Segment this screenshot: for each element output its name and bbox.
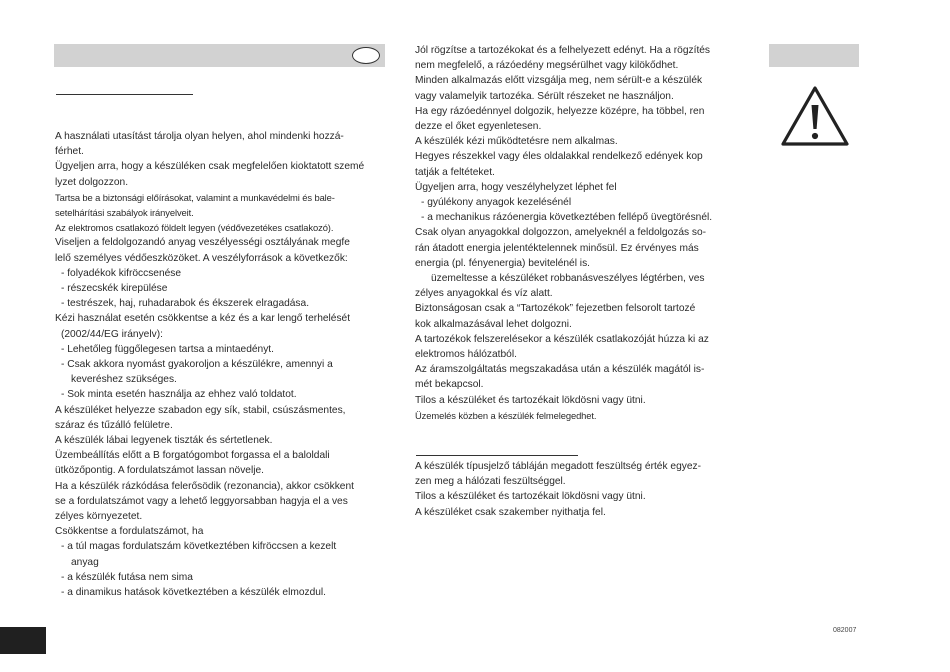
text-line: Tilos a készüléket és tartozékait lökdösni vagy ütni. bbox=[415, 394, 646, 406]
page-oval-marker bbox=[352, 47, 380, 64]
middle-text-column bbox=[415, 43, 747, 423]
list-item: - a dinamikus hatások következtében a készülék elmozdul. bbox=[61, 587, 327, 599]
list-item: - gyúlékony anyagok kezelésénél bbox=[421, 197, 572, 209]
text-line: lyzet dolgozzon. bbox=[55, 176, 129, 188]
text-line: Ha egy rázóedénnyel dolgozik, helyezze középre, ha többel, ren bbox=[415, 105, 705, 117]
text-line: energia (pl. fényenergia) bevitelénél is. bbox=[415, 257, 590, 269]
list-item: - folyadékok kifröccsenése bbox=[61, 267, 182, 279]
text-line: dezze el őket egyenletesen. bbox=[415, 121, 542, 133]
text-line: Ügyeljen arra, hogy a készüléken csak megfelelően kioktatott szemé bbox=[55, 161, 365, 173]
section-header-bar bbox=[54, 44, 385, 67]
text-line: tatják a feltéteket. bbox=[415, 166, 495, 178]
text-line: setelhárítási szabályok irányelveit. bbox=[55, 207, 194, 219]
list-item: - részecskék kirepülése bbox=[61, 283, 168, 295]
text-line: rán átadott energia jelentéktelennek minősül. Ez érvényes más bbox=[415, 242, 699, 254]
text-line: Tartsa be a biztonsági előírásokat, valamint a munkavédelmi és bale- bbox=[55, 191, 335, 203]
text-line: Tilos a készüléket és tartozékait lökdösni vagy ütni. bbox=[415, 491, 646, 503]
text-line: Minden alkalmazás előtt vizsgálja meg, nem sérült-e a készülék bbox=[415, 75, 703, 87]
text-line: Biztonságosan csak a “Tartozékok” fejezetben felsorolt tartozé bbox=[415, 303, 696, 315]
text-line: A tartozékok felszerelésekor a készülék csatlakozóját húzza ki az bbox=[415, 333, 709, 345]
list-item: - a túl magas fordulatszám következtében kifröccsen a kezelt bbox=[61, 541, 337, 553]
text-line: Viseljen a feldolgozandó anyag veszélyességi osztályának megfe bbox=[55, 237, 350, 249]
text-line: A készülék típusjelző tábláján megadott feszültség érték egyez- bbox=[415, 461, 701, 472]
text-line: Ügyeljen arra, hogy veszélyhelyzet léphet fel bbox=[415, 181, 617, 193]
text-line: A készülék lábai legyenek tiszták és sértetlenek. bbox=[55, 435, 273, 447]
text-line: ütközőpontig. A fordulatszámot lassan növelje. bbox=[55, 465, 264, 477]
text-line: zélyes környezetet. bbox=[55, 511, 143, 523]
text-line: Hegyes részekkel vagy éles oldalakkal rendelkező edények kop bbox=[415, 151, 703, 163]
text-line: (2002/44/EG irányelv): bbox=[61, 328, 163, 340]
list-item: - Sok minta esetén használja az ehhez való toldatot. bbox=[61, 389, 297, 401]
text-line: elektromos hálózatból. bbox=[415, 349, 517, 361]
warning-header-bar bbox=[769, 44, 859, 67]
text-line: mét bekapcsol. bbox=[415, 379, 484, 391]
text-line: zélyes anyagokkal és víz alatt. bbox=[415, 288, 553, 300]
text-line: A használati utasítást tárolja olyan helyen, ahol mindenki hozzá- bbox=[55, 131, 344, 142]
text-line: vagy valamelyik tartozéka. Sérült részeket ne használjon. bbox=[415, 90, 674, 102]
text-line: lelő személyes védőeszközöket. A veszélyforrások a következők: bbox=[55, 252, 348, 264]
text-line: üzemeltesse a készüléket robbanásveszélyes légtérben, ves bbox=[431, 273, 705, 285]
section-heading-rule bbox=[56, 94, 193, 95]
page-code: 082007 bbox=[833, 627, 857, 634]
list-item: - testrészek, haj, ruhadarabok és ékszerek elragadása. bbox=[61, 298, 310, 310]
text-line: A készüléket csak szakember nyithatja fel. bbox=[415, 506, 606, 518]
text-line: Az elektromos csatlakozó földelt legyen (védővezetékes csatlakozó). bbox=[55, 222, 334, 234]
list-item-continuation: anyag bbox=[71, 556, 99, 568]
text-line: Üzembeállítás előtt a B forgatógombot forgassa el a baloldali bbox=[55, 450, 330, 462]
text-line: Kézi használat esetén csökkentse a kéz és a kar lengő terhelését bbox=[55, 313, 351, 325]
text-line: Üzemelés közben a készülék felmelegedhet. bbox=[415, 409, 597, 421]
electrical-safety-column bbox=[415, 459, 747, 520]
list-item: - a készülék futása nem sima bbox=[61, 571, 193, 583]
text-line: A készülék kézi működtetésre nem alkalmas. bbox=[415, 136, 618, 148]
warning-triangle-icon bbox=[780, 85, 850, 147]
text-line: Jól rögzítse a tartozékokat és a felhelyezett edényt. Ha a rögzítés bbox=[415, 45, 711, 56]
list-item: - Lehetőleg függőlegesen tartsa a mintaedényt. bbox=[61, 343, 274, 355]
text-line: Az áramszolgáltatás megszakadása után a készülék magától is- bbox=[415, 364, 705, 376]
text-line: Csak olyan anyagokkal dolgozzon, amelyeknél a feldolgozás so- bbox=[415, 227, 707, 239]
text-line: száraz és tűzálló felületre. bbox=[55, 419, 173, 431]
text-line: nem megfelelő, a rázóedény megsérülhet vagy kilökődhet. bbox=[415, 60, 679, 72]
text-line: se a fordulatszámot vagy a lehető leggyorsabban hagyja el a ves bbox=[55, 495, 348, 507]
text-line: Ha a készülék rázkódása felerősödik (rezonancia), akkor csökkent bbox=[55, 480, 354, 492]
left-text-column bbox=[55, 129, 387, 600]
text-line: kok alkalmazásával lehet dolgozni. bbox=[415, 318, 572, 330]
text-line: Csökkentse a fordulatszámot, ha bbox=[55, 526, 204, 538]
list-item-continuation: keveréshez szükséges. bbox=[71, 374, 177, 386]
section-heading-rule bbox=[416, 455, 578, 456]
list-item: - a mechanikus rázóenergia következtében fellépő üvegtörésnél. bbox=[421, 212, 713, 224]
page-edge-tab bbox=[0, 627, 46, 654]
text-line: zen meg a hálózati feszültséggel. bbox=[415, 476, 566, 488]
list-item: - Csak akkora nyomást gyakoroljon a készülékre, amennyi a bbox=[61, 359, 333, 371]
text-line: férhet. bbox=[55, 146, 84, 158]
text-line: A készüléket helyezze szabadon egy sík, stabil, csúszásmentes, bbox=[55, 404, 346, 416]
